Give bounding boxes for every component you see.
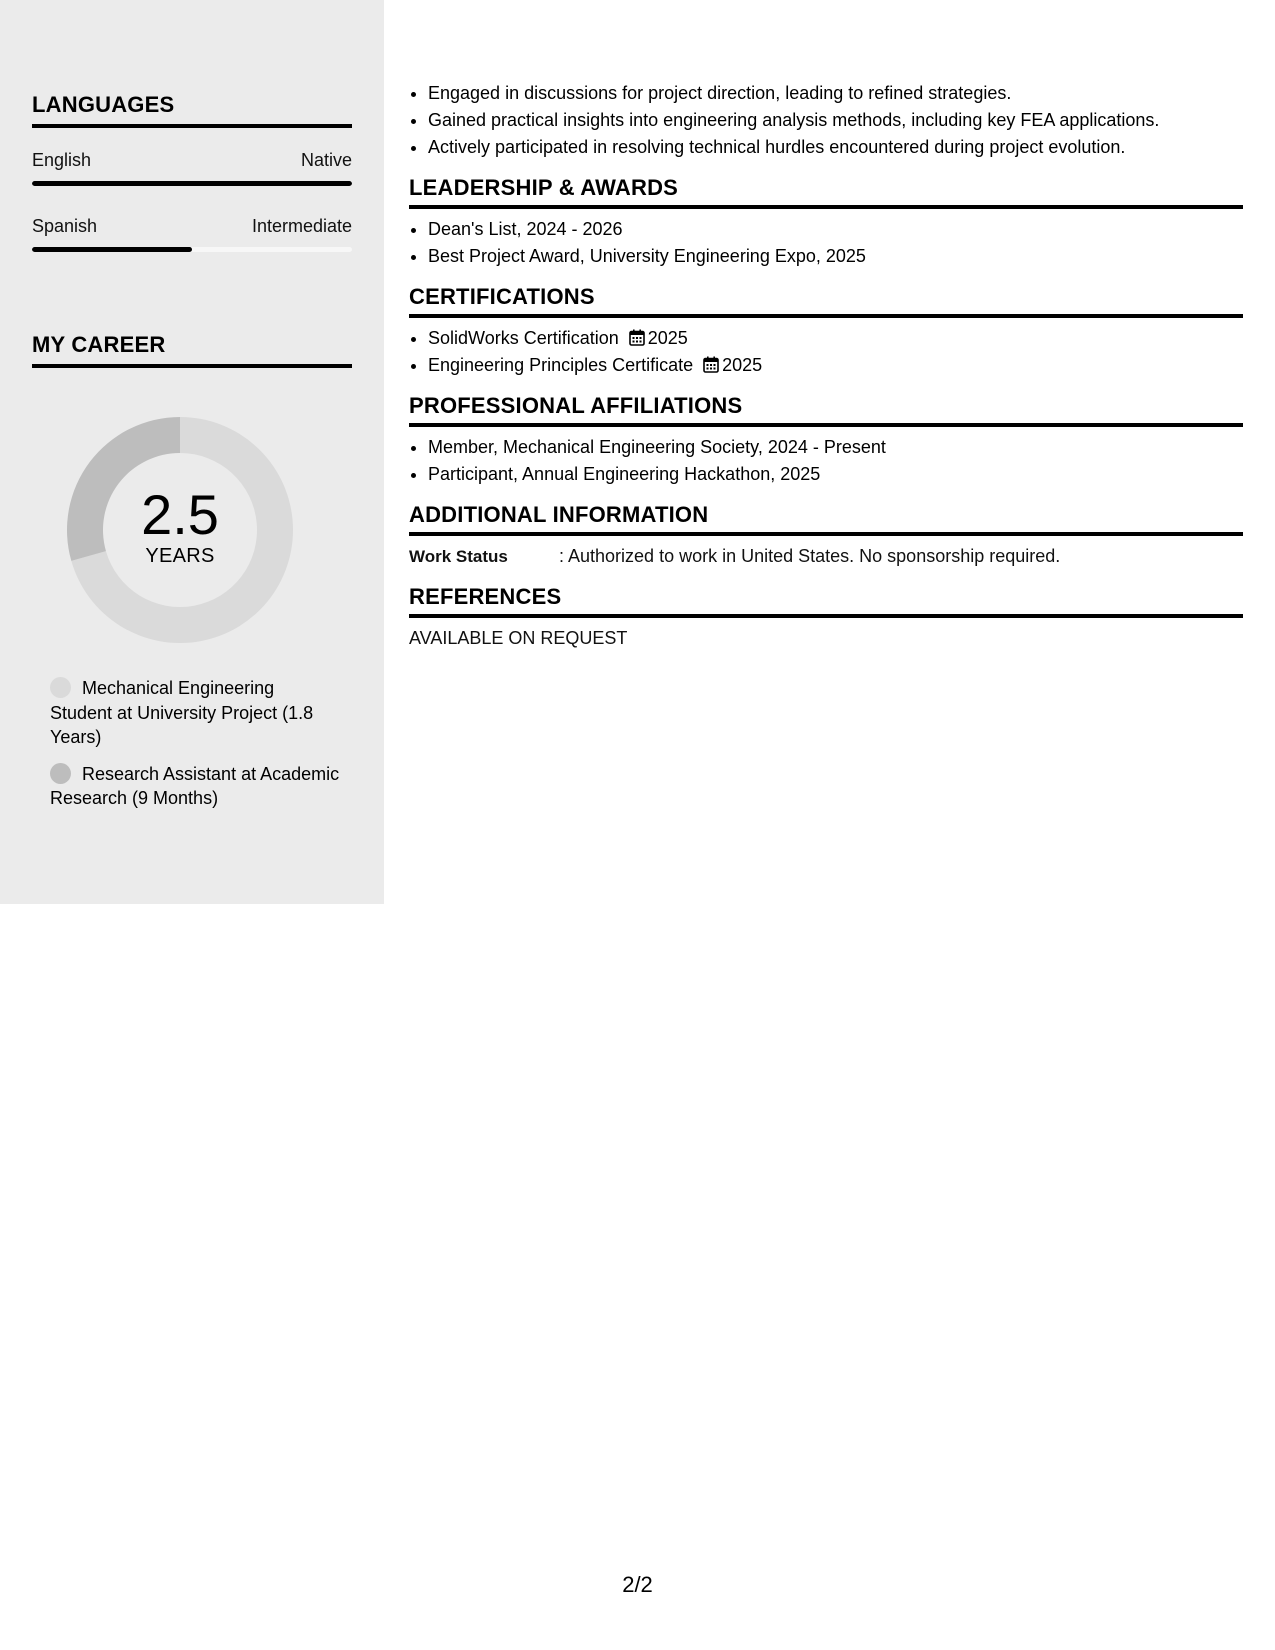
language-proficiency-fill [32, 247, 192, 252]
career-total-unit: YEARS [145, 544, 215, 567]
career-total-value: 2.5 [141, 482, 219, 546]
calendar-icon [629, 327, 645, 344]
legend-swatch [50, 677, 71, 698]
list-item: • Engaged in discussions for project direction, leading to refined strategies. [428, 80, 1243, 107]
languages-section [32, 92, 352, 252]
language-proficiency-bar [32, 181, 352, 186]
certification-year: 2025 [722, 355, 763, 375]
languages-heading: LANGUAGES [32, 92, 352, 128]
language-item [32, 150, 352, 186]
list-item: • Best Project Award, University Engineering Expo, 2025 [428, 243, 1243, 270]
legend-item [50, 762, 340, 811]
language-name: English [32, 150, 92, 170]
language-level: Intermediate [251, 216, 352, 236]
calendar-icon [703, 354, 719, 371]
affiliations-list [409, 434, 1243, 488]
experience-bullets [409, 80, 1243, 161]
career-heading: MY CAREER [32, 332, 352, 368]
language-proficiency-fill [32, 181, 352, 186]
main-content [409, 80, 1243, 651]
legend-label: Research Assistant at Academic Research (9 Months) [50, 763, 340, 808]
affiliations-heading: PROFESSIONAL AFFILIATIONS [409, 393, 1243, 427]
work-status-row [409, 543, 1243, 570]
certifications-list [409, 325, 1243, 379]
legend-swatch [50, 763, 71, 784]
list-item: • Actively participated in resolving technical hurdles encountered during project evolution. [428, 134, 1243, 161]
work-status-value: : Authorized to work in United States. No sponsorship required. [559, 546, 1061, 566]
certification-year: 2025 [647, 328, 688, 348]
list-item: • Participant, Annual Engineering Hackathon, 2025 [428, 461, 1243, 488]
language-item [32, 216, 352, 252]
list-item: • Gained practical insights into engineering analysis methods, including key FEA applications. [428, 107, 1243, 134]
references-text: AVAILABLE ON REQUEST [409, 628, 628, 648]
additional-info-heading: ADDITIONAL INFORMATION [409, 502, 1243, 536]
certifications-heading: CERTIFICATIONS [409, 284, 1243, 318]
career-donut-chart [66, 416, 294, 644]
language-level: Native [300, 150, 352, 170]
language-name: Spanish [32, 216, 98, 236]
leadership-heading: LEADERSHIP & AWARDS [409, 175, 1243, 209]
list-item: • Member, Mechanical Engineering Society, 2024 - Present [428, 434, 1243, 461]
list-item [428, 352, 1243, 379]
certification-name: SolidWorks Certification [428, 328, 619, 348]
list-item [428, 325, 1243, 352]
career-legend [50, 676, 340, 811]
leadership-list [409, 216, 1243, 270]
certification-name: Engineering Principles Certificate [428, 355, 694, 375]
list-item: • Dean's List, 2024 - 2026 [428, 216, 1243, 243]
references-heading: REFERENCES [409, 584, 1243, 618]
work-status-label: Work Status [409, 547, 508, 566]
legend-item [50, 676, 340, 750]
legend-label: Mechanical Engineering Student at University Project (1.8 Years) [50, 678, 314, 747]
career-section [32, 332, 352, 368]
language-proficiency-bar [32, 247, 352, 252]
page-number: 2/2 [622, 1572, 653, 1597]
sidebar [0, 0, 384, 904]
